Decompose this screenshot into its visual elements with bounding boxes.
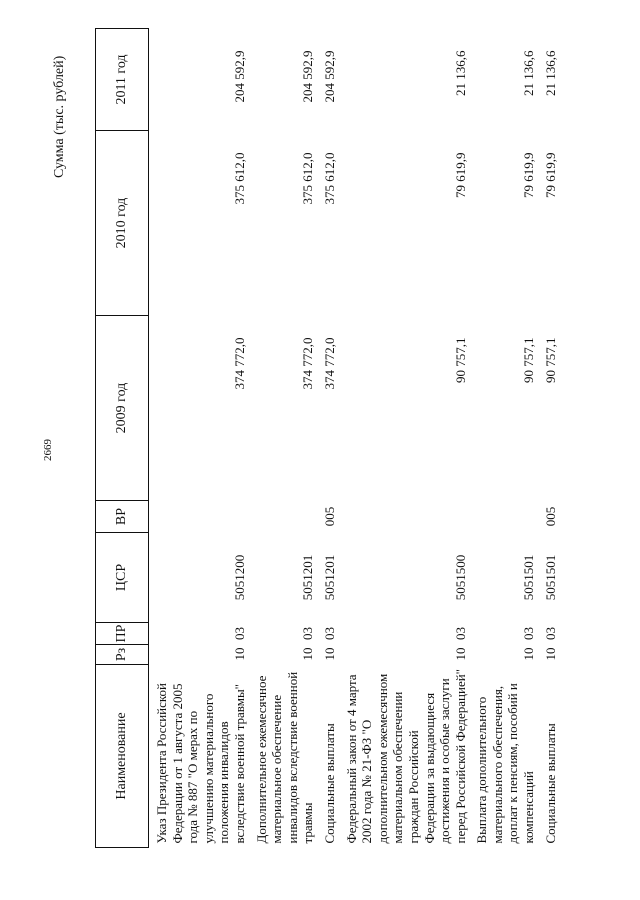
row-rz: 10: [300, 647, 316, 661]
row-rz: 10: [231, 647, 247, 661]
header-2011: 2011 год: [96, 29, 149, 131]
row-name: Дополнительное ежемесячное материальное обеспечение инвалидов вследствие военной травмы: [253, 671, 316, 844]
row-2009: 90 757,1: [452, 337, 468, 383]
row-csr: 5051201: [300, 554, 316, 601]
page-number: 2669: [42, 439, 54, 461]
header-rz: Рз: [96, 645, 149, 665]
header-vr: ВР: [96, 501, 149, 533]
row-2011: 21 136,6: [452, 50, 468, 96]
row-csr: 5051501: [521, 554, 537, 601]
row-pr: 03: [231, 627, 247, 640]
row-pr: 03: [521, 627, 537, 640]
row-name: Социальные выплаты: [542, 723, 558, 844]
row-name: Федеральный закон от 4 марта 2002 года № 21-ФЗ "О дополнительном ежемесячном материальном обеспечении граждан Российской Федерации за выдающиеся достижения и особые заслуги перед Российской Федерацией": [343, 669, 468, 844]
row-2011: 204 592,9: [231, 50, 247, 103]
row-2010: 79 619,9: [542, 152, 558, 198]
row-csr: 5051200: [231, 554, 247, 601]
table-row: [537, 29, 559, 848]
units-label: Сумма (тыс. рублей): [52, 55, 67, 178]
row-vr: [468, 501, 536, 533]
row-2009: 374 772,0: [321, 337, 337, 390]
row-pr: 03: [321, 627, 337, 640]
row-2010: 375 612,0: [300, 152, 316, 205]
table-row: [316, 29, 338, 848]
row-rz: 10: [542, 647, 558, 661]
row-rz: 10: [452, 647, 468, 661]
table-row: [248, 29, 316, 848]
header-2009: 2009 год: [96, 316, 149, 501]
row-name: Социальные выплаты: [321, 723, 337, 844]
row-pr: 03: [300, 627, 316, 640]
row-pr: 03: [542, 627, 558, 640]
row-pr: 03: [452, 627, 468, 640]
row-2011: 204 592,9: [321, 50, 337, 103]
row-2010: 375 612,0: [231, 152, 247, 205]
header-name: Наименование: [96, 665, 149, 848]
row-vr: 005: [321, 506, 337, 527]
row-csr: 5051501: [542, 554, 558, 601]
row-2009: 374 772,0: [231, 337, 247, 390]
table-row: [468, 29, 536, 848]
row-name: Указ Президента Российской Федерации от 1 августа 2005 года № 887 "О мерах по улучшению материального положения инвалидов вследствие военной травмы": [154, 682, 247, 844]
row-2009: 90 757,1: [521, 337, 537, 383]
row-2009: 90 757,1: [542, 337, 558, 383]
row-vr: [248, 501, 316, 533]
row-2011: 21 136,6: [521, 50, 537, 96]
row-csr: 5051500: [452, 554, 468, 601]
table-row: [338, 29, 469, 848]
header-csr: ЦСР: [96, 533, 149, 623]
row-vr: [149, 501, 248, 533]
row-2010: 79 619,9: [521, 152, 537, 198]
row-csr: 5051201: [321, 554, 337, 601]
header-2010: 2010 год: [96, 131, 149, 316]
budget-table: [95, 28, 558, 848]
table-header: [96, 29, 149, 848]
row-2010: 375 612,0: [321, 152, 337, 205]
row-vr: [338, 501, 469, 533]
row-2010: 79 619,9: [452, 152, 468, 198]
row-2011: 204 592,9: [300, 50, 316, 103]
row-rz: 10: [321, 647, 337, 661]
row-2011: 21 136,6: [542, 50, 558, 96]
row-rz: 10: [521, 647, 537, 661]
header-pr: ПР: [96, 623, 149, 645]
table-row: [149, 29, 248, 848]
row-vr: 005: [542, 506, 558, 527]
row-name: Выплата дополнительного материального обеспечения, доплат к пенсиям, пособий и компенсаций: [474, 683, 537, 844]
row-2009: 374 772,0: [300, 337, 316, 390]
